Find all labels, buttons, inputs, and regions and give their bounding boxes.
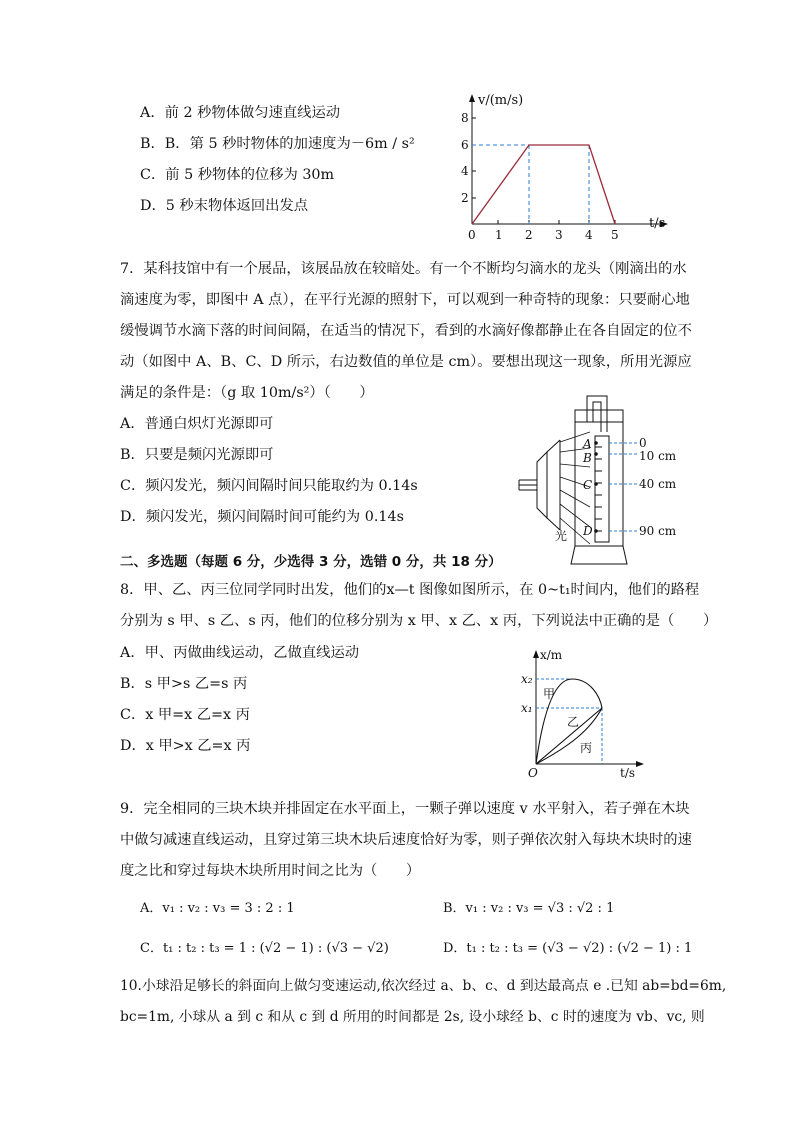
q8-option-d: D．x 甲>x 乙=x 丙 (120, 738, 251, 754)
q9-option-b: B．v₁ : v₂ : v₃ = √3 : √2 : 1 (443, 901, 615, 916)
q9-line-3: 度之比和穿过每块木块所用时间之比为（ ） (120, 863, 421, 879)
q6-xtick-3: 3 (555, 228, 563, 242)
q7-line-5: 满足的条件是：（g 取 10m/s²）（ ） (120, 385, 374, 401)
q6-xtick-1: 1 (495, 228, 503, 242)
q8-origin: O (528, 766, 538, 780)
q8-xt-graph (510, 646, 650, 780)
q7-point-c: C (583, 478, 593, 492)
q7-point-d: D (583, 524, 593, 538)
q8-x2-label: x₂ (521, 672, 533, 686)
q7-line-1: 7．某科技馆中有一个展品，该展品放在较暗处。有一个不断均匀滴水的龙头（刚滴出的水 (120, 261, 687, 277)
q8-ylabel: x/m (540, 648, 563, 662)
q7-point-b: B (583, 451, 592, 465)
q6-option-c: C．前 5 秒物体的位移为 30m (140, 167, 335, 183)
q8-line-1: 8．甲、乙、丙三位同学同时出发，他们的x—t 图像如图所示，在 0~t₁时间内，他们的路程 (120, 582, 700, 598)
q9-line-1: 9．完全相同的三块木块并排固定在水平面上，一颗子弹以速度 v 水平射入，若子弹在木块 (120, 801, 690, 817)
q9-option-c: C．t₁ : t₂ : t₃ = 1 : (√2 − 1) : (√3 − √2) (140, 941, 389, 956)
q8-option-b: B．s 甲>s 乙=s 丙 (120, 676, 248, 692)
q10-line-1: 10.小球沿足够长的斜面向上做匀变速运动,依次经过 a、b、c、d 到达最高点 e .已知 ab=bd=6m, (120, 978, 727, 994)
q8-xlabel: t/s (620, 766, 636, 780)
q7-scale-10: 10 cm (639, 449, 677, 463)
q9-option-d: D．t₁ : t₂ : t₃ = (√3 − √2) : (√2 − 1) : 1 (443, 941, 693, 956)
q6-ytick-2: 2 (461, 191, 469, 205)
q7-scale-40: 40 cm (639, 477, 677, 491)
q6-xtick-4: 4 (585, 228, 593, 242)
section-2-heading: 二、多选题（每题 6 分，少选得 3 分，选错 0 分，共 18 分） (120, 554, 502, 570)
q7-option-a: A．普通白炽灯光源即可 (120, 416, 274, 432)
q6-xtick-2: 2 (525, 228, 533, 242)
q6-xlabel: t/s (649, 216, 666, 231)
q6-xtick-5: 5 (611, 228, 619, 242)
q6-option-b: B．B．第 5 秒时物体的加速度为－6m / s² (140, 136, 415, 152)
q7-option-d: D．频闪发光，频闪间隔时间可能约为 0.14s (120, 509, 404, 525)
q8-option-c: C．x 甲=x 乙=x 丙 (120, 707, 250, 723)
q7-option-b: B．只要是频闪光源即可 (120, 447, 274, 463)
q6-option-a: A．前 2 秒物体做匀速直线运动 (140, 105, 341, 121)
q9-option-a: A．v₁ : v₂ : v₃ = 3 : 2 : 1 (140, 901, 295, 916)
q7-scale-0: 0 (639, 436, 647, 450)
q7-line-3: 缓慢调节水滴下落的时间间隔，在适当的情况下，看到的水滴好像都静止在各自固定的位不 (120, 323, 692, 339)
q7-scale-90: 90 cm (639, 524, 677, 538)
q6-ytick-6: 6 (461, 138, 469, 152)
q7-line-2: 滴速度为零，即图中 A 点），在平行光源的照射下，可以观到一种奇特的现象：只要耐心地 (120, 292, 690, 308)
q6-ytick-4: 4 (461, 164, 469, 178)
q7-line-4: 动（如图中 A、B、C、D 所示，右边数值的单位是 cm）。要想出现这一现象，所用光源应 (120, 354, 692, 370)
q6-ytick-8: 8 (461, 111, 469, 125)
q10-line-2: bc=1m, 小球从 a 到 c 和从 c 到 d 所用的时间都是 2s, 设小球经 b、c 时的速度为 vb、vc, 则 (120, 1009, 705, 1025)
q6-option-d: D．5 秒末物体返回出发点 (140, 198, 309, 214)
q6-xtick-0: 0 (468, 228, 476, 242)
q8-label-yi: 乙 (567, 715, 580, 729)
q7-point-a: A (583, 437, 592, 451)
q6-ylabel: v/(m/s) (478, 93, 524, 108)
q8-line-2: 分别为 s 甲、s 乙、s 丙，他们的位移分别为 x 甲、x 乙、x 丙，下列说法中正确的是（ ） (120, 613, 718, 629)
q7-drip-figure (515, 392, 695, 570)
q7-option-c: C．频闪发光，频闪间隔时间只能取约为 0.14s (120, 478, 418, 494)
q6-vt-graph (450, 88, 680, 248)
q9-line-2: 中做匀减速直线运动，且穿过第三块木块后速度恰好为零，则子弹依次射入每块木块时的速 (120, 832, 692, 848)
q8-label-bing: 丙 (580, 741, 593, 755)
q8-label-jia: 甲 (543, 687, 556, 701)
q7-light-label: 光 (555, 529, 568, 543)
q8-option-a: A．甲、丙做曲线运动，乙做直线运动 (120, 645, 360, 661)
q8-x1-label: x₁ (521, 701, 533, 715)
